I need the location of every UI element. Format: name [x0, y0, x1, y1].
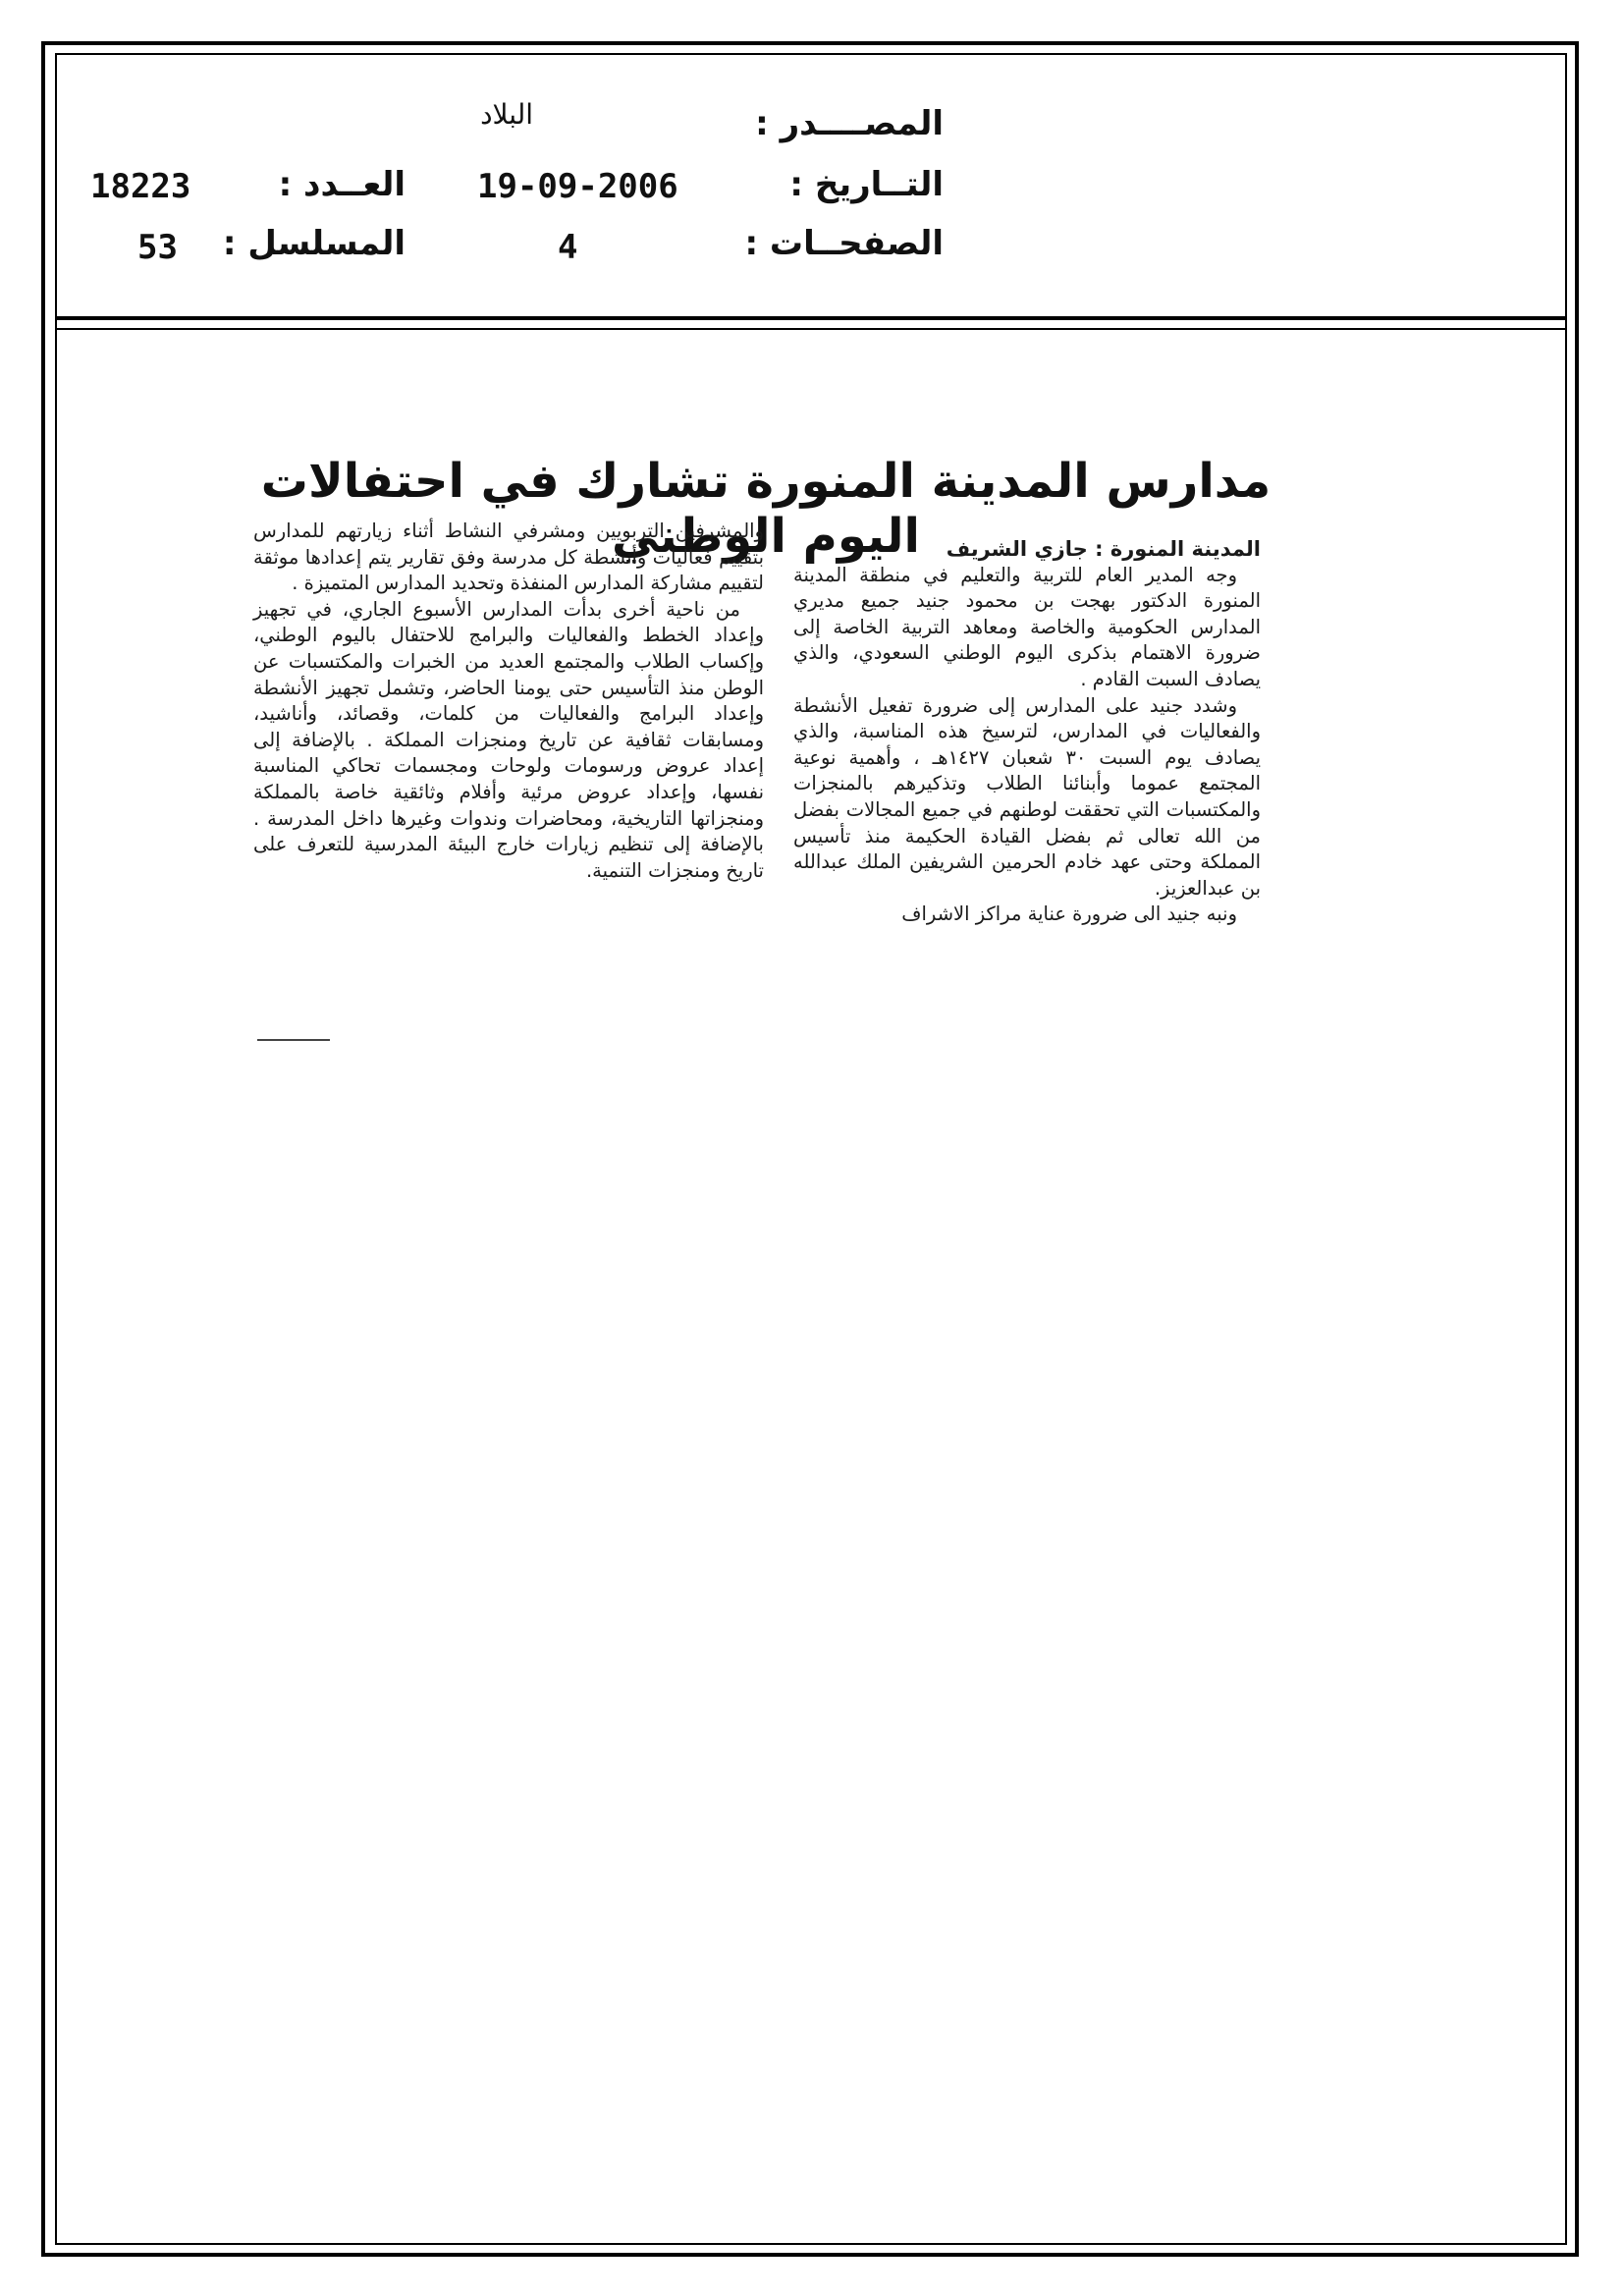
article-paragraph: والمشرفين التربويين ومشرفي النشاط أثناء زيارتهم للمدارس بتقييم فعاليات وأنشطة كل مدرسة وفق تقارير يتم إعدادها موثقة لتقييم مشاركة المدارس المنفذة وتحديد المدارس المتميزة .: [253, 519, 764, 595]
article-paragraph: وشدد جنيد على المدارس إلى ضرورة تفعيل الأنشطة والفعاليات في المدارس، لترسيخ هذه المناسبة، والذي يصادف يوم السبت ٣٠ شعبان ١٤٢٧هـ ، وأهمية نوعية المجتمع عموما وأبنائنا الطلاب وتذكيرهم بالمنجزات والمكتسبات التي تحققت لوطنهم في جميع المجالات بفضل من الله تعالى ثم بفضل القيادة الحكيمة منذ تأسيس المملكة وحتى عهد خادم الحرمين الشريفين الملك عبدالله بن عبدالعزيز.: [793, 693, 1262, 900]
pages-label: الصفحــات :: [744, 224, 944, 263]
header-divider: [55, 316, 1567, 320]
inner-frame: [55, 53, 1567, 2245]
date-value: 19-09-2006: [477, 167, 678, 206]
article-end-rule: [257, 1039, 330, 1041]
source-value: البلاد: [480, 98, 533, 131]
serial-label-wrap: [223, 224, 406, 263]
article-column-left: [253, 519, 764, 884]
source-label-wrap: [755, 104, 944, 143]
serial-label: المسلسل :: [222, 224, 406, 263]
issue-value-wrap: [90, 167, 190, 206]
header-divider-secondary: [55, 328, 1567, 330]
issue-value: 18223: [90, 167, 191, 206]
article-byline: المدينة المنورة : جازي الشريف: [946, 537, 1261, 561]
article-column-right: [793, 536, 1261, 928]
date-label-wrap: [789, 165, 944, 204]
issue-label: العــدد :: [278, 165, 406, 204]
article-headline: مدارس المدينة المنورة تشارك في احتفالات اليوم الوطني: [260, 454, 1271, 564]
pages-value: 4: [558, 228, 578, 267]
pages-label-wrap: [744, 224, 944, 263]
date-label: التــاريخ :: [789, 165, 944, 204]
article-paragraph: وجه المدير العام للتربية والتعليم في منطقة المدينة المنورة الدكتور بهجت بن محمود جنيد جميع مديري المدارس الحكومية والخاصة ومعاهد التربية الخاصة إلى ضرورة الاهتمام بذكرى اليوم الوطني السعودي، والذي يصادف السبت القادم .: [793, 563, 1261, 690]
serial-value: 53: [137, 228, 178, 267]
serial-value-wrap: [137, 228, 178, 267]
article-paragraph: ونبه جنيد الى ضرورة عناية مراكز الاشراف: [901, 902, 1237, 926]
pages-value-wrap: [558, 228, 577, 267]
article-paragraph: من ناحية أخرى بدأت المدارس الأسبوع الجاري، في تجهيز وإعداد الخطط والفعاليات والبرامج للاحتفال باليوم الوطني، وإكساب الطلاب والمجتمع العديد من الخبرات والمكتسبات عن الوطن منذ التأسيس حتى يومنا الحاضر، وتشمل تجهيز الأنشطة وإعداد البرامج والفعاليات من كلمات، وقصائد، وأناشيد، ومسابقات ثقافية عن تاريخ ومنجزات المملكة . بالإضافة إلى إعداد عروض ورسومات ولوحات ومجسمات تحاكي المناسبة نفسها، وإعداد عروض مرئية وأفلام وثائقية خاصة بالمملكة ومنجزاتها التاريخية، ومحاضرات وندوات وغيرها داخل المدرسة . بالإضافة إلى تنظيم زيارات خارج البيئة المدرسية للتعرف على تاريخ ومنجزات التنمية.: [253, 597, 764, 882]
source-label: المصــــدر :: [755, 104, 944, 143]
date-value-wrap: [477, 167, 678, 206]
source-value-wrap: [480, 98, 533, 131]
issue-label-wrap: [279, 165, 406, 204]
